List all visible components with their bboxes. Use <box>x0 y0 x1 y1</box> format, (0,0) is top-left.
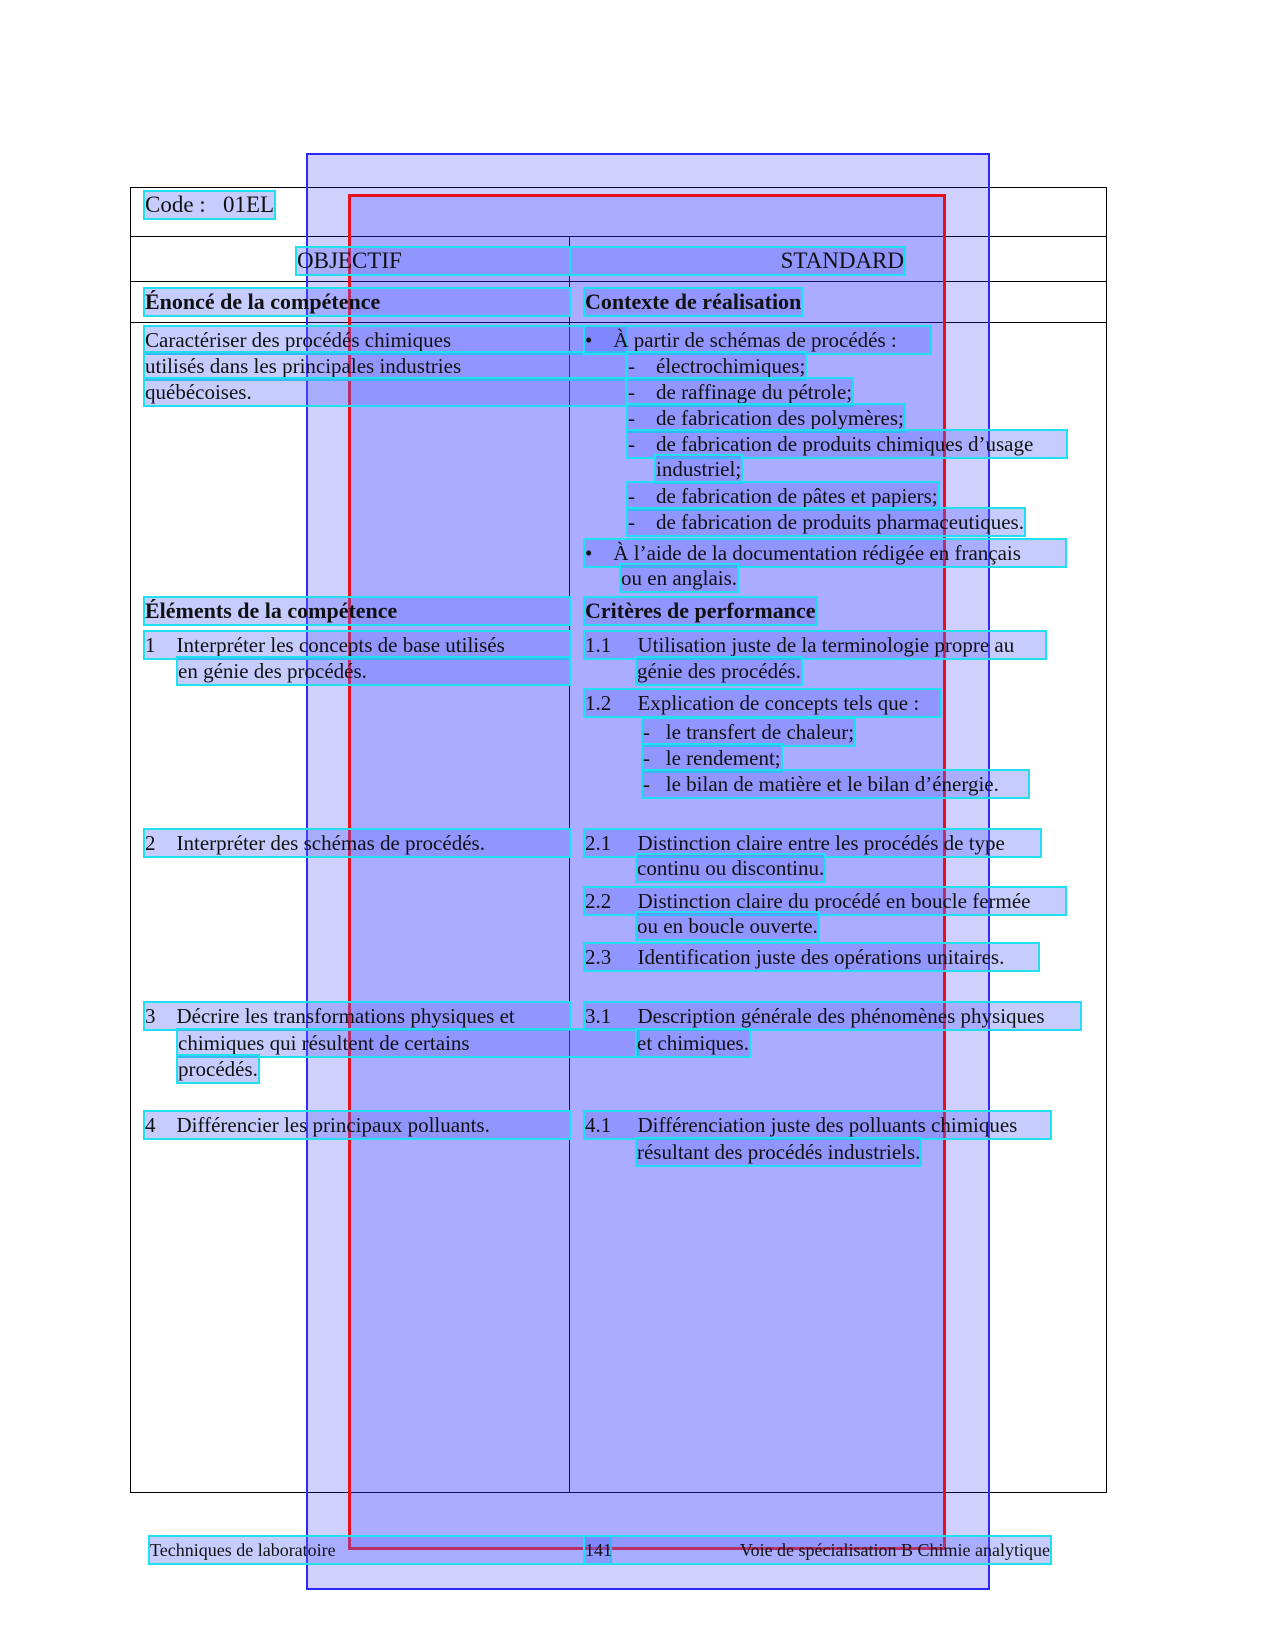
critere-sub-item: - le bilan de matière et le bilan d’énergie. <box>643 771 1028 797</box>
critere-continuation: résultant des procédés industriels. <box>637 1140 921 1164</box>
header-standard: STANDARD <box>571 248 904 274</box>
element-item: 1 Interpréter les concepts de base utilisés <box>145 632 569 658</box>
bullet-item: • À l’aide de la documentation rédigée en français <box>585 540 1065 566</box>
element-continuation: procédés. <box>178 1057 258 1081</box>
critere-item: 3.1 Description générale des phénomènes physiques <box>585 1003 1080 1029</box>
critere-item: 2.2 Distinction claire du procédé en boucle fermée <box>585 888 1065 914</box>
critere-item: 2.3 Identification juste des opérations unitaires. <box>585 944 1038 970</box>
element-continuation: en génie des procédés. <box>178 658 569 684</box>
sub-item-continuation: industriel; <box>656 457 742 481</box>
critere-item: 1.2 Explication de concepts tels que : <box>585 690 940 716</box>
bullet-icon: • <box>585 328 593 352</box>
enonce-line: Caractériser des procédés chimiques <box>145 327 625 353</box>
critere-continuation: et chimiques. <box>637 1031 749 1055</box>
column-divider <box>569 236 570 1493</box>
critere-item: 2.1 Distinction claire entre les procédés de type <box>585 830 1040 856</box>
element-item: 4 Différencier les principaux polluants. <box>145 1112 569 1138</box>
page-number: 141 <box>585 1540 612 1560</box>
footer-right: 141 Voie de spécialisation B Chimie analytique <box>585 1537 1050 1563</box>
sub-item: - de raffinage du pétrole; <box>628 380 853 404</box>
bullet-item: • À partir de schémas de procédés : <box>585 327 930 353</box>
sub-item: - de fabrication de produits chimiques d’usage <box>628 431 1066 457</box>
divider <box>130 281 1107 282</box>
element-item: 2 Interpréter des schémas de procédés. <box>145 830 569 856</box>
footer-left: Techniques de laboratoire <box>150 1537 610 1563</box>
bullet-icon: • <box>585 541 593 565</box>
contexte-title: Contexte de réalisation <box>585 289 802 314</box>
element-continuation: chimiques qui résultent de certains <box>178 1030 638 1056</box>
criteres-title: Critères de performance <box>585 598 816 623</box>
critere-continuation: ou en boucle ouverte. <box>637 914 818 938</box>
critere-continuation: continu ou discontinu. <box>637 856 825 880</box>
elements-title: Éléments de la compétence <box>145 598 569 624</box>
critere-continuation: génie des procédés. <box>637 659 801 683</box>
code-label: Code : 01EL <box>145 192 275 217</box>
sub-item: - de fabrication de pâtes et papiers; <box>628 484 938 508</box>
divider <box>130 236 1107 237</box>
element-item: 3 Décrire les transformations physiques et <box>145 1003 569 1029</box>
header-objectif: OBJECTIF <box>297 248 569 274</box>
bullet-continuation: ou en anglais. <box>621 566 738 590</box>
sub-item: - électrochimiques; <box>628 354 806 378</box>
enonce-title: Énoncé de la compétence <box>145 289 569 315</box>
critere-item: 1.1 Utilisation juste de la terminologie propre au <box>585 632 1045 658</box>
critere-sub-item: - le transfert de chaleur; <box>643 720 855 744</box>
sub-item: - de fabrication de produits pharmaceutiques. <box>628 510 1024 534</box>
critere-sub-item: - le rendement; <box>643 746 781 770</box>
critere-item: 4.1 Différenciation juste des polluants chimiques <box>585 1112 1050 1138</box>
enonce-line: québécoises. <box>145 379 625 405</box>
divider <box>130 322 1107 323</box>
enonce-line: utilisés dans les principales industries <box>145 353 625 379</box>
sub-item: - de fabrication des polymères; <box>628 406 904 430</box>
